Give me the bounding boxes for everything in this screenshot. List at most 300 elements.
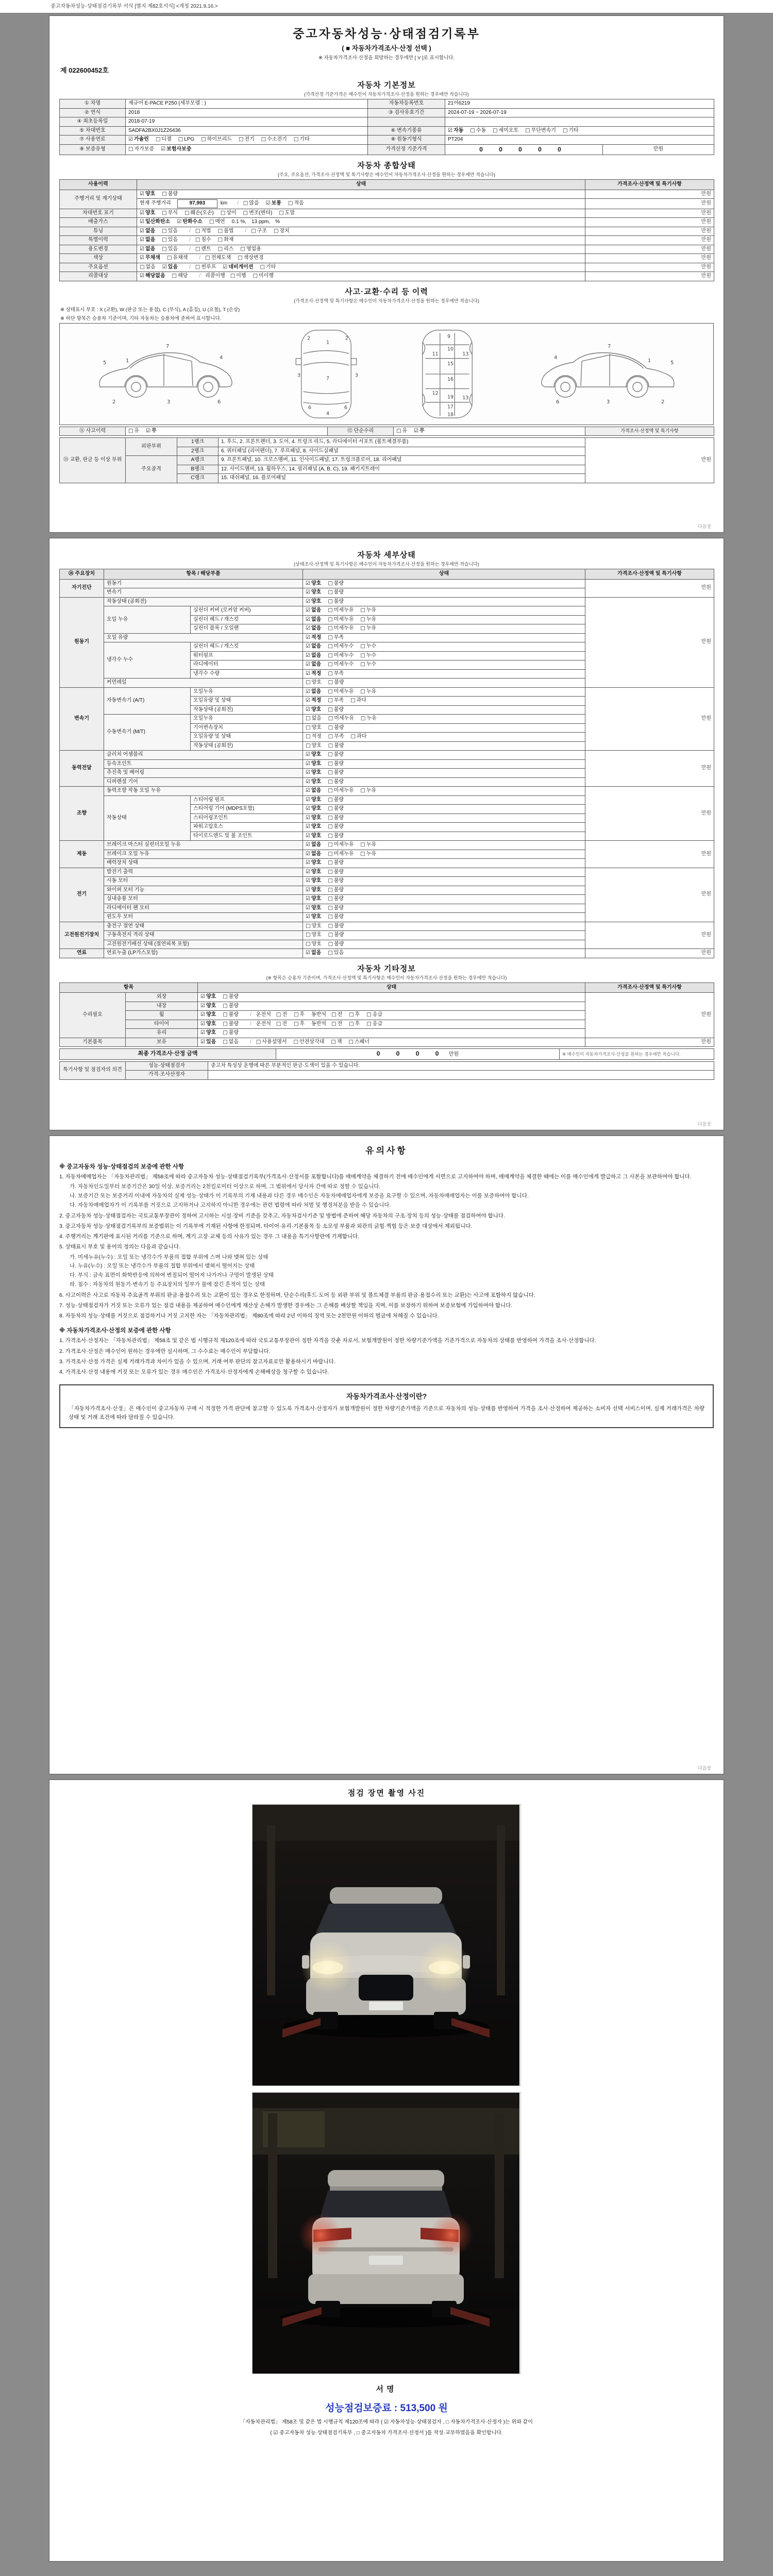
- table-cell: 수동변속기 (M/T): [104, 715, 191, 751]
- field-label: 1랭크: [177, 438, 219, 447]
- checkbox-icon: □: [328, 950, 333, 956]
- checkbox-icon: □: [306, 932, 311, 938]
- notice-heading: ※ 중고자동차 성능·상태점검의 보증에 관한 사항: [59, 1164, 184, 1170]
- section-title: 자동차 기타정보: [357, 964, 416, 973]
- checkbox-icon: ☑: [200, 1003, 205, 1009]
- checkbox-unchecked: □ 부족: [328, 698, 344, 703]
- checkbox-icon: □: [360, 851, 365, 857]
- checkbox-icon: □: [230, 273, 236, 279]
- price-definition-body: 「자동차가격조사·산정」은 매수인이 중고자동차 구매 시 적정한 가격 판단에 참고할 수 있도록 가격조사·산정자가 보험개발원이 정한 차량기준가액을 기준으로 자동차의 성능·상태를 반영하여 가격을 조사·산정하여 제공하는 소비자 선택 서비스이며, 실제 거래가격은 차량 상태 및 거래 조건에 따라 달라질 수 있습니다.: [69, 1405, 704, 1421]
- checkbox-unchecked: □ 부족: [328, 670, 344, 676]
- field-label: 차대번호 표기: [60, 209, 137, 218]
- table-cell: PT204: [445, 135, 714, 145]
- table-cell: 워터펌프: [191, 651, 303, 660]
- inline-text: 0.1 %,: [231, 219, 247, 225]
- diagram-part-number: 10: [447, 346, 453, 352]
- checkbox-checked: ☑ 보험사보증: [161, 146, 192, 152]
- field-label: A랭크: [177, 456, 219, 465]
- checkbox-unchecked: □ 도말: [279, 210, 295, 216]
- field-label: 내장: [126, 1002, 198, 1011]
- field-label: ④ 최초등록일: [60, 117, 126, 127]
- footer-line-1: 「자동차관리법」 제58조 및 같은 법 시행규칙 제120조에 따라 ( ☑ 자동차성능·상태점검자 , □ 자동차가격조사·산정자 )는 위와 같이: [240, 2419, 533, 2425]
- checkbox-icon: □: [128, 428, 133, 434]
- field-label: 원동기: [60, 597, 104, 687]
- table-cell: 만원: [585, 597, 714, 687]
- checkbox-icon: ☑: [306, 778, 310, 785]
- field-label: ⑤ 차대번호: [60, 126, 126, 135]
- checkbox-checked: ☑ 양호: [200, 1003, 216, 1009]
- car-diagram-bottom: [411, 325, 484, 423]
- checkbox-icon: □: [261, 137, 266, 142]
- table-cell: 만원: [585, 949, 714, 958]
- state-options: [303, 777, 585, 787]
- checkbox-unchecked: □ 하이브리드: [201, 137, 232, 142]
- checkbox-icon: □: [366, 1021, 372, 1027]
- checkbox-icon: ☑: [200, 1012, 205, 1018]
- page-4: [49, 1780, 724, 2562]
- checkbox-unchecked: □ 불량: [328, 896, 344, 902]
- checkbox-checked: ☑ 양호: [306, 860, 322, 866]
- checkbox-icon: □: [220, 210, 226, 216]
- checkbox-unchecked: □ 불량: [223, 994, 239, 999]
- table-cell: 15. 대쉬패널, 16. 플로어패널: [219, 474, 585, 483]
- diagram-part-number: 16: [447, 376, 453, 382]
- checkbox-checked: ☑ 양호: [306, 869, 322, 875]
- etc-info-table: [59, 982, 714, 1047]
- checkbox-icon: ☑: [128, 137, 133, 142]
- checkbox-icon: □: [328, 616, 333, 622]
- state-options: [303, 769, 585, 778]
- diagram-part-number: 4: [219, 354, 223, 361]
- column-header: 가격조사·산정액 및 특기사항: [585, 180, 714, 190]
- diagram-part-number: 6: [556, 399, 559, 405]
- diagram-part-number: 2: [307, 335, 310, 342]
- checkbox-unchecked: □ 미세누수: [328, 652, 354, 658]
- checkbox-icon: ☑: [140, 219, 144, 225]
- checkbox-checked: ☑ 무채색: [140, 255, 160, 261]
- field-label: 외장: [126, 993, 198, 1002]
- checkbox-checked: ☑ 없음: [140, 228, 156, 234]
- form-reference: [0, 0, 773, 13]
- field-label: 특기사항 및 점검자의 의견: [60, 1061, 126, 1079]
- inline-text: 동반석: [311, 1021, 327, 1027]
- field-label: 주행거리 및 계기상태: [60, 190, 137, 209]
- checkbox-unchecked: □ 상이: [220, 210, 237, 216]
- state-options: [303, 832, 585, 841]
- field-label: ⑥ 변속기종류: [368, 126, 445, 135]
- state-options: [303, 697, 585, 706]
- checkbox-unchecked: □ 유채색: [166, 255, 188, 261]
- checkbox-unchecked: □ 화재: [217, 237, 234, 243]
- state-options: [303, 949, 585, 958]
- table-cell: 만원: [585, 209, 714, 218]
- state-options: [303, 823, 585, 832]
- separator: /: [250, 1021, 251, 1027]
- table-cell: 만원: [585, 199, 714, 209]
- checkbox-checked: ☑ 무: [414, 428, 425, 434]
- checkbox-icon: □: [155, 137, 161, 142]
- checkbox-icon: □: [328, 688, 333, 694]
- state-options: [303, 588, 585, 598]
- table-cell: 기어변속장치: [191, 723, 303, 733]
- checkbox-checked: ☑ 있음: [162, 264, 178, 270]
- checkbox-unchecked: □ 불량: [223, 1003, 239, 1009]
- checkbox-checked: ☑ 적정: [306, 634, 322, 640]
- diagram-part-number: 6: [344, 404, 347, 411]
- checkbox-unchecked: □ 누수: [360, 643, 377, 649]
- field-label: 전기: [60, 868, 104, 922]
- checkbox-unchecked: □ LPG: [178, 137, 195, 142]
- table-cell: 작동상태: [104, 795, 191, 841]
- checkbox-icon: ☑: [177, 219, 182, 225]
- checkbox-icon: □: [223, 1012, 228, 1018]
- section-note: (주요, 주요옵션, 가격조사·산정액 및 특기사항은 매수인이 자동차가격조사·산정을 원하는 경우에만 적습니다): [277, 172, 496, 177]
- checkbox-unchecked: □ 불량: [328, 923, 344, 929]
- checkbox-unchecked: □ 불량: [328, 770, 344, 775]
- diagram-part-number: 3: [606, 399, 610, 405]
- checkbox-icon: □: [328, 607, 333, 613]
- checkbox-unchecked: □ 전: [276, 1012, 287, 1018]
- table-cell: 냉각수 수량: [191, 669, 303, 679]
- diagram-part-number: 7: [326, 375, 329, 381]
- checkbox-icon: □: [293, 137, 299, 142]
- checkbox-icon: ☑: [306, 869, 310, 875]
- diagram-part-number: 7: [607, 343, 611, 349]
- checkbox-checked: ☑ 없음: [306, 616, 322, 622]
- field-label: 배출가스: [60, 218, 137, 227]
- checkbox-unchecked: □ 수소전기: [261, 137, 287, 142]
- checkbox-unchecked: □ 불량: [328, 724, 344, 731]
- diagram-part-number: 6: [217, 399, 221, 405]
- field-label: 튜닝: [60, 227, 137, 236]
- state-options: [303, 787, 585, 796]
- checkbox-unchecked: □ 불량: [328, 860, 344, 866]
- checkbox-icon: □: [256, 1039, 261, 1045]
- checkbox-unchecked: □ 세미오토: [493, 127, 519, 133]
- table-cell: 실린더 블록 / 오일팬: [191, 624, 303, 634]
- checkbox-unchecked: □ 불량: [328, 589, 344, 595]
- state-options: [303, 913, 585, 922]
- table-cell: 실린더 헤드 / 개스킷: [191, 642, 303, 652]
- column-header: 상태: [137, 180, 585, 190]
- state-options: [137, 209, 585, 218]
- checkbox-icon: ☑: [306, 824, 310, 829]
- checkbox-unchecked: □ 적음: [288, 200, 304, 206]
- checkbox-icon: □: [525, 127, 530, 133]
- field-label: 리콜대상: [60, 272, 137, 281]
- field-label: 주요골격: [126, 456, 177, 483]
- checkbox-icon: □: [195, 228, 200, 234]
- table-cell: 고전원전기배선 상태 (절연피복 포함): [104, 940, 303, 949]
- checkbox-unchecked: □ 없음: [223, 1039, 239, 1045]
- checkbox-icon: □: [223, 1039, 228, 1045]
- checkbox-unchecked: □ 불량: [328, 598, 344, 604]
- overall-state-table: [59, 179, 714, 281]
- checkbox-icon: □: [350, 734, 356, 739]
- inspector-opinion-section: [59, 1061, 714, 1080]
- table-cell: 원동기: [104, 579, 303, 588]
- diagram-part-number: 13: [462, 395, 468, 401]
- detail-state-table: [59, 569, 714, 958]
- notices-body: [59, 1162, 714, 1376]
- state-options: [303, 642, 585, 652]
- checkbox-checked: ☑ 양호: [200, 994, 216, 999]
- checkbox-icon: □: [306, 680, 311, 685]
- checkbox-icon: ☑: [306, 616, 310, 622]
- checkbox-icon: □: [162, 210, 167, 216]
- photo-section-title: 점검 장면 촬영 사진: [347, 1789, 426, 1798]
- warranty-fee: [59, 2400, 714, 2414]
- checkbox-icon: □: [328, 896, 333, 902]
- checkbox-unchecked: □ 양호: [306, 941, 322, 947]
- checkbox-unchecked: □ 적정: [306, 734, 322, 739]
- state-options: [137, 190, 585, 199]
- table-cell: 만원: [585, 751, 714, 787]
- checkbox-checked: ☑ 있음: [200, 1039, 216, 1045]
- checkbox-checked: ☑ 양호: [306, 598, 322, 604]
- checkbox-icon: □: [328, 923, 333, 929]
- final-price-section: [59, 1048, 714, 1060]
- state-options: [303, 687, 585, 697]
- field-label: 자동차등록번호: [368, 99, 445, 109]
- state-options: [303, 886, 585, 895]
- checkbox-checked: ☑ 양호: [140, 210, 156, 216]
- checkbox-icon: □: [328, 788, 333, 793]
- field-label: 주요옵션: [60, 263, 137, 272]
- checkbox-icon: □: [328, 824, 333, 829]
- checkbox-unchecked: □ 변조(변타): [243, 210, 273, 216]
- table-cell: 커먼레일: [104, 679, 303, 688]
- signature-title: 서명: [376, 2385, 397, 2394]
- table-cell: 만원: [585, 218, 714, 227]
- state-options: [303, 904, 585, 913]
- checkbox-unchecked: □ 해당: [172, 273, 188, 279]
- field-label: 조향: [60, 787, 104, 841]
- checkbox-unchecked: □ 누유: [360, 716, 377, 721]
- table-cell: 클러치 어셈블리: [104, 751, 303, 760]
- checkbox-icon: □: [223, 994, 228, 999]
- checkbox-icon: □: [251, 228, 256, 234]
- checkbox-icon: □: [328, 905, 333, 911]
- checkbox-unchecked: □ 후: [349, 1012, 360, 1018]
- checkbox-unchecked: □ 무단변속기: [525, 127, 556, 133]
- table-cell: 윈도우 모터: [104, 913, 303, 922]
- checkbox-checked: ☑ 없음: [306, 688, 322, 694]
- field-label: ⑦ 사용연료: [60, 135, 126, 145]
- checkbox-icon: □: [328, 742, 333, 749]
- checkbox-icon: □: [360, 788, 365, 793]
- checkbox-icon: □: [279, 210, 284, 216]
- checkbox-icon: □: [328, 796, 333, 803]
- checkbox-icon: □: [328, 580, 333, 586]
- checkbox-icon: □: [360, 643, 365, 649]
- diagram-part-number: 17: [447, 403, 453, 410]
- checkbox-icon: □: [562, 127, 568, 133]
- checkbox-icon: ☑: [200, 1021, 205, 1027]
- checkbox-icon: ☑: [306, 833, 310, 839]
- checkbox-icon: □: [238, 255, 243, 261]
- checkbox-icon: □: [328, 589, 333, 595]
- checkbox-icon: □: [253, 273, 258, 279]
- state-options: [303, 615, 585, 624]
- table-cell: 라디에이터 팬 모터: [104, 904, 303, 913]
- checkbox-icon: □: [328, 887, 333, 893]
- checkbox-checked: ☑ 양호: [200, 1030, 216, 1036]
- checkbox-icon: □: [306, 923, 311, 929]
- checkbox-icon: □: [328, 598, 333, 604]
- state-options: [303, 922, 585, 931]
- checkbox-icon: ☑: [306, 806, 310, 811]
- column-header: 상태: [303, 569, 585, 580]
- separator: /: [189, 237, 191, 243]
- state-options: [303, 795, 585, 805]
- checkbox-unchecked: □ 미세누유: [328, 616, 354, 622]
- checkbox-checked: ☑ 없음: [306, 662, 322, 667]
- table-cell: [445, 126, 714, 135]
- checkbox-unchecked: □ 기타: [562, 127, 579, 133]
- page-1: [49, 15, 724, 533]
- checkbox-checked: ☑ 양호: [306, 905, 322, 911]
- checkbox-unchecked: □ 불량: [328, 796, 344, 803]
- checkbox-icon: □: [328, 680, 333, 685]
- value-box: 97,993: [177, 199, 217, 208]
- notice-paragraph: 6. 사고이력은 사고로 자동차 주요골격 부위의 판금·용접수리 또는 교환이 있는 경우로 한정하며, 단순수리(후드·도어 등 외판 부위 및 볼트체결 부품의 판금·용접수리 또는 교환)는 사고에 포함하지 않습니다.: [59, 1292, 535, 1298]
- checkbox-icon: □: [331, 1039, 336, 1045]
- notice-heading: ※ 자동차가격조사·산정의 보증에 관한 사항: [59, 1328, 171, 1334]
- checkbox-icon: □: [217, 228, 223, 234]
- diagram-part-number: 15: [447, 361, 453, 367]
- checkbox-checked: ☑ 적정: [306, 670, 322, 676]
- checkbox-icon: □: [328, 716, 333, 721]
- field-label: 색상: [60, 254, 137, 263]
- inline-text: 현재 주행거리: [140, 200, 171, 206]
- checkbox-icon: □: [328, 932, 333, 938]
- table-cell: 만원: [585, 787, 714, 841]
- inline-text: 리콜이행: [205, 273, 225, 279]
- checkbox-unchecked: □ 미세누유: [328, 625, 354, 631]
- checkbox-icon: □: [306, 734, 311, 739]
- checkbox-checked: ☑ 양호: [306, 878, 322, 884]
- checkbox-icon: □: [328, 752, 333, 757]
- section-header: [59, 160, 714, 178]
- checkbox-icon: ☑: [414, 428, 419, 434]
- checkbox-checked: ☑ 보통: [265, 200, 281, 206]
- checkbox-checked: ☑ 없음: [306, 788, 322, 793]
- checkbox-unchecked: □ 과다: [350, 698, 366, 703]
- table-cell: 6. 쿼터패널 (리어펜더), 7. 루프패널, 8. 사이드실패널: [219, 447, 585, 456]
- checkbox-icon: ☑: [306, 688, 310, 694]
- checkbox-checked: ☑ 탄화수소: [177, 219, 203, 225]
- checkbox-icon: □: [360, 607, 365, 613]
- accident-history-section: [59, 286, 714, 483]
- notice-paragraph: 가. 미세누유(누수) : 오일 또는 냉각수가 부품의 접합 부위에 스며 나와 맺혀 있는 상태: [70, 1253, 268, 1260]
- table-cell: 9. 프론트패널, 10. 크로스멤버, 11. 인사이드패널, 17. 트렁크플로어, 18. 리어패널: [219, 456, 585, 465]
- diagram-part-number: 11: [432, 351, 439, 357]
- checkbox-unchecked: □ 미세누유: [328, 688, 354, 694]
- table-cell: 오일 유량: [104, 633, 303, 642]
- checkbox-icon: ☑: [306, 670, 310, 676]
- checkbox-icon: □: [328, 652, 333, 658]
- page-continue: 다음장: [697, 1766, 711, 1771]
- checkbox-checked: ☑ 양호: [200, 1021, 216, 1027]
- field-label: 휠: [126, 1011, 198, 1020]
- table-cell: 발전기 출력: [104, 868, 303, 877]
- checkbox-icon: □: [328, 778, 333, 785]
- checkbox-checked: ☑ 없음: [306, 851, 322, 857]
- state-options: [303, 841, 585, 850]
- checkbox-icon: ☑: [306, 607, 310, 613]
- checkbox-icon: □: [306, 742, 311, 749]
- checkbox-checked: ☑ 양호: [140, 191, 156, 197]
- table-cell: 브레이크 오일 누유: [104, 850, 303, 859]
- checkbox-checked: ☑ 일산화탄소: [140, 219, 171, 225]
- checkbox-unchecked: □ 양호: [306, 680, 322, 685]
- checkbox-unchecked: □ 미세누유: [328, 842, 354, 848]
- table-cell: 동력조향 작동 오일 누유: [104, 787, 303, 796]
- state-options: [303, 859, 585, 868]
- checkbox-icon: ☑: [200, 994, 205, 999]
- field-label: [368, 117, 445, 127]
- separator: /: [199, 273, 201, 279]
- checkbox-icon: □: [360, 688, 365, 694]
- separator: /: [250, 1039, 251, 1045]
- state-options: [137, 263, 585, 272]
- notice-paragraph: 다. 자동차매매업자가 이 기록부를 거짓으로 고지하거나 고지하지 아니한 경우에는 관련 법령에 따라 처벌 및 행정처분을 받을 수 있습니다.: [70, 1201, 391, 1208]
- checkbox-icon: ☑: [306, 625, 310, 631]
- section-title: 자동차 세부상태: [357, 551, 416, 560]
- checkbox-icon: □: [360, 842, 365, 848]
- checkbox-unchecked: □ 전체도색: [205, 255, 231, 261]
- checkbox-icon: □: [288, 200, 293, 206]
- table-cell: 파워고압호스: [191, 823, 303, 832]
- field-label: 최종 가격조사·산정 금액: [60, 1049, 276, 1060]
- table-cell: 타이로드엔드 및 볼 조인트: [191, 832, 303, 841]
- checkbox-unchecked: □ 응급: [366, 1012, 383, 1018]
- checkbox-icon: ☑: [223, 264, 228, 270]
- checkbox-unchecked: □ 불량: [328, 760, 344, 767]
- table-cell: 스티어링조인트: [191, 814, 303, 823]
- checkbox-icon: ☑: [306, 589, 310, 595]
- checkbox-unchecked: □ 미세누수: [328, 643, 354, 649]
- checkbox-icon: ☑: [306, 815, 310, 821]
- checkbox-unchecked: □ 후: [293, 1012, 305, 1018]
- inline-text: 동반석: [311, 1012, 327, 1018]
- checkbox-checked: ☑ 양호: [306, 706, 322, 713]
- checkbox-icon: □: [328, 914, 333, 920]
- section-title: 자동차 기본정보: [357, 81, 416, 90]
- checkbox-unchecked: □ 양호: [306, 742, 322, 749]
- state-options: [303, 669, 585, 679]
- state-options: [303, 931, 585, 940]
- checkbox-icon: ☑: [140, 255, 144, 261]
- checkbox-checked: ☑ 양호: [200, 1012, 216, 1018]
- checkbox-icon: □: [328, 869, 333, 875]
- checkbox-unchecked: □ 과다: [350, 734, 367, 739]
- footer-line-2: ( ☑ 중고자동차 성능·상태점검기록부 , □ 중고자동차 가격조사·산정서 )를 작성·교부하였음을 확인합니다.: [270, 2430, 503, 2436]
- checkbox-icon: ☑: [306, 788, 310, 793]
- table-cell: 만원: [585, 841, 714, 868]
- checkbox-checked: ☑ 양호: [306, 806, 322, 811]
- checkbox-checked: ☑ 양호: [306, 752, 322, 757]
- state-options: [303, 751, 585, 760]
- inspection-photo-front: [252, 1804, 521, 2086]
- diagram-part-number: 5: [103, 360, 106, 366]
- inline-text: 운전석: [256, 1012, 271, 1018]
- state-options: [198, 1020, 585, 1029]
- checkbox-icon: □: [293, 1021, 299, 1027]
- state-options: [303, 877, 585, 886]
- checkbox-icon: □: [243, 210, 248, 216]
